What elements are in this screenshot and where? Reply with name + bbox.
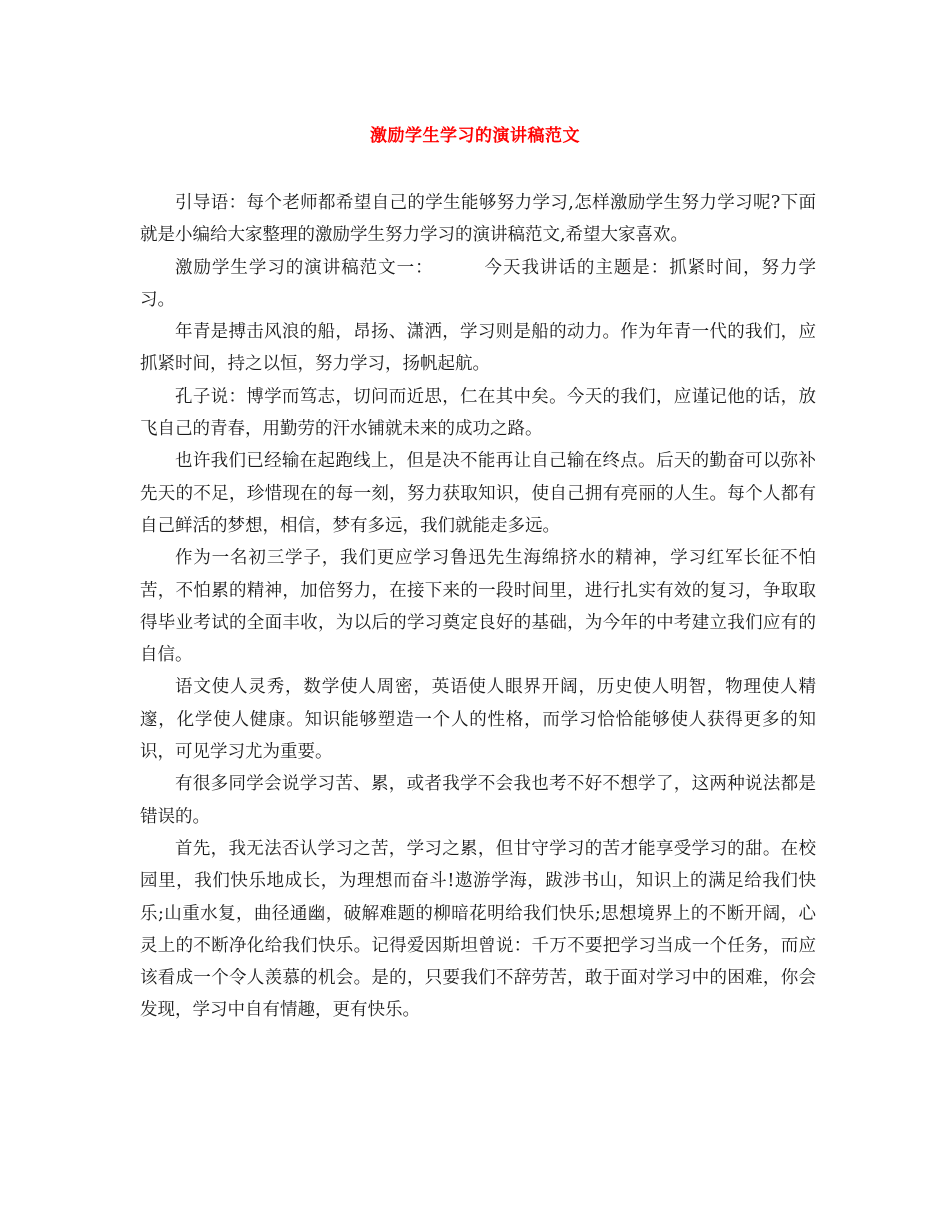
paragraph-section-one [140,252,816,317]
paragraph-confucius: 孔子说：博学而笃志，切问而近思，仁在其中矣。今天的我们，应谨记他的话，放飞自己的青春，用勤劳的汗水铺就未来的成功之路。 [140,386,816,440]
topic-sentence: 今天我讲话的主题是：抓紧时间，努力学习。 [140,257,816,310]
paragraph-misconceptions: 有很多同学会说学习苦、累，或者我学不会我也考不好不想学了，这两种说法都是错误的。 [140,774,816,827]
paragraph-subjects: 语文使人灵秀，数学使人周密，英语使人眼界开阔，历史使人明智，物理使人精邃，化学使人健康。知识能够塑造一个人的性格，而学习恰恰能够使人获得更多的知识，可见学习尤为重要。 [140,677,816,763]
paragraph-diligence: 也许我们已经输在起跑线上，但是决不能再让自己输在终点。后天的勤奋可以弥补先天的不足，珍惜现在的每一刻，努力获取知识，使自己拥有亮丽的人生。每个人都有自己鲜活的梦想，相信，梦有多远，我们就能走多远。 [140,451,816,536]
paragraph-youth: 年青是搏击风浪的船，昂扬、潇洒，学习则是船的动力。作为年青一代的我们，应抓紧时间，持之以恒，努力学习，扬帆起航。 [140,322,816,375]
document-body [140,187,816,1027]
paragraph-joy-of-learning: 首先，我无法否认学习之苦，学习之累，但甘守学习的苦才能享受学习的甜。在校园里，我们快乐地成长，为理想而奋斗!遨游学海，跋涉书山，知识上的满足给我们快乐;山重水复，曲径通幽，破解难题的柳暗花明给我们快乐;思想境界上的不断开阔，心灵上的不断净化给我们快乐。记得爱因斯坦曾说：千万不要把学习当成一个任务，而应该看成一个令人羡慕的机会。是的，只要我们不辞劳苦，敢于面对学习中的困难，你会发现，学习中自有情趣，更有快乐。 [140,838,816,1021]
paragraph-ninth-grade: 作为一名初三学子，我们更应学习鲁迅先生海绵挤水的精神，学习红军长征不怕苦，不怕累的精神，加倍努力，在接下来的一段时间里，进行扎实有效的复习，争取取得毕业考试的全面丰收，为以后的学习奠定良好的基础，为今年的中考建立我们应有的自信。 [140,548,816,666]
document-title: 激励学生学习的演讲稿范文 [370,126,580,146]
section-heading: 激励学生学习的演讲稿范文一： [175,257,434,278]
paragraph-intro: 引导语：每个老师都希望自己的学生能够努力学习,怎样激励学生努力学习呢?下面就是小编给大家整理的激励学生努力学习的演讲稿范文,希望大家喜欢。 [140,193,816,246]
